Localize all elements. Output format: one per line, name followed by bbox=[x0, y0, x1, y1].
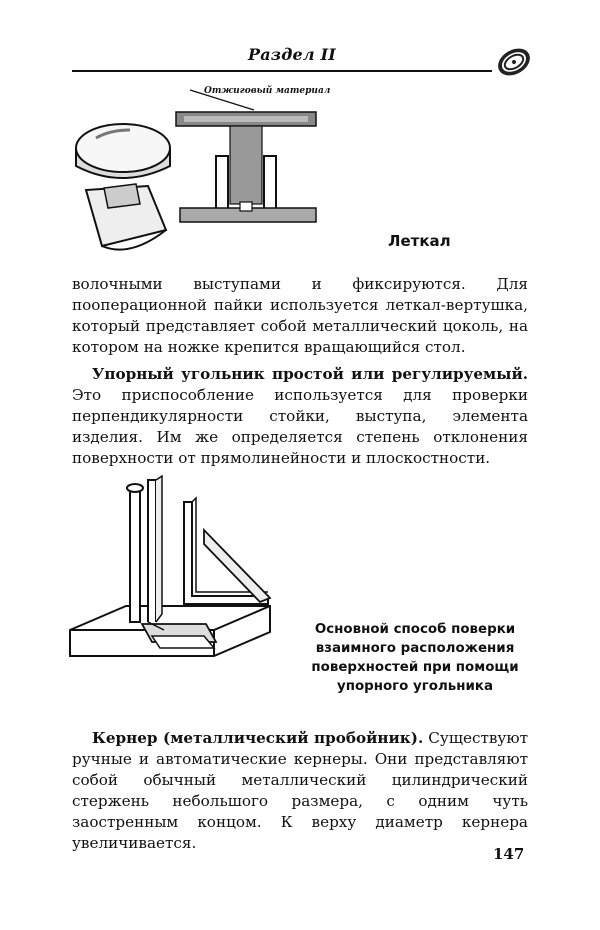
paragraph-2-lead: Упорный угольник простой или регулируемый. bbox=[92, 365, 528, 383]
paragraph-2 bbox=[72, 364, 528, 469]
lektal-turntable-illustration bbox=[70, 108, 180, 258]
figure2-caption: Основной способ поверки взаимного расположения поверхностей при помощи упорного угольника bbox=[311, 622, 519, 694]
paragraph-3-lead: Кернер (металлический пробойник). bbox=[92, 729, 424, 747]
figure1-caption: Леткал bbox=[388, 232, 451, 250]
paragraph-1 bbox=[72, 274, 528, 358]
paragraph-1-text: волочными выступами и фиксируются. Для пооперационной пайки используется леткал-вертушка, который представляет собой металлический цоколь, на котором на ножке крепится вращающийся стол. bbox=[72, 275, 528, 356]
paragraph-2-text: Это приспособление используется для проверки перпендикулярности стойки, выступа, элемента изделия. Им же определяется степень отклонения поверхности от прямолинейности и плоскостности. bbox=[72, 386, 528, 467]
square-tool-illustration bbox=[64, 474, 304, 674]
header-rule bbox=[72, 70, 492, 72]
coin-emblem-icon bbox=[494, 42, 534, 82]
paragraph-3-text: Существуют ручные и автоматические кернеры. Они представляют собой обычный металлический цилиндрический стержень небольшого размера, с одним чуть заостренным концом. К верху диаметр кернера увеличивается. bbox=[72, 729, 528, 852]
section-title: Раздел II bbox=[248, 45, 336, 64]
material-annotation: Отжиговый материал bbox=[204, 86, 331, 96]
paragraph-3 bbox=[72, 728, 528, 854]
lektal-cross-section-illustration bbox=[172, 82, 324, 230]
page-number: 147 bbox=[493, 845, 525, 863]
